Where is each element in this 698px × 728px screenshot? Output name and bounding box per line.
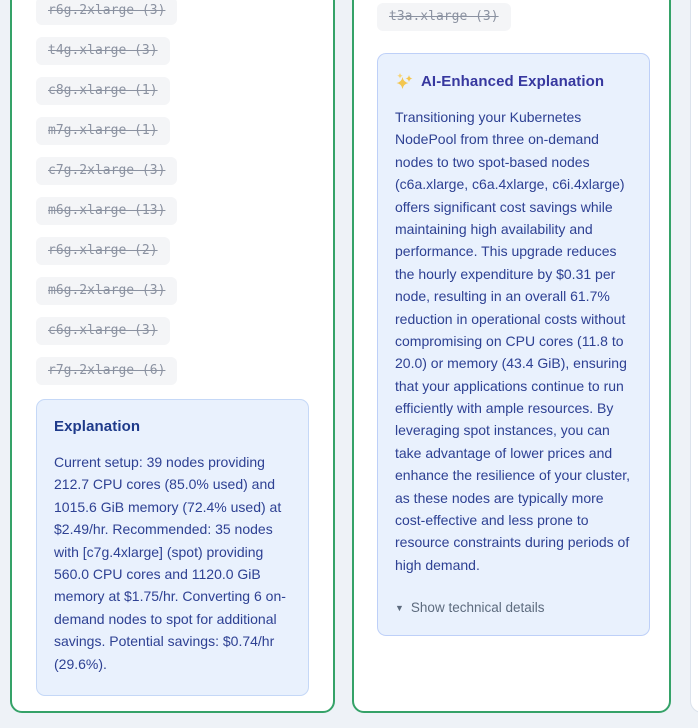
instance-type-tag: c6g.xlarge (3) xyxy=(36,317,170,345)
ai-explanation-body: Transitioning your Kubernetes NodePool from three on-demand nodes to two spot-based nodes (c6a.xlarge, c6a.4xlarge, c6i.4xlarge) offers significant cost savings while maintaining high availability and performance. This upgrade reduces the hourly expenditure by $0.31 per node, resulting in an overall 61.7% reduction in operational costs without compromising on CPU cores (11.8 to 20.0) or memory (43.4 GiB), ensuring that your applications continue to run efficiently with ample resources. By leveraging spot instances, you can take advantage of lower prices and enhance the resilience of your cluster, as these nodes are typically more cost-effective and less prone to resource constraints during periods of high demand. xyxy=(395,109,631,573)
nodepool-card-left xyxy=(10,0,335,713)
show-technical-details-toggle[interactable] xyxy=(395,600,632,615)
instance-type-tag: m6g.xlarge (13) xyxy=(36,197,177,225)
instance-type-tag: m7g.xlarge (1) xyxy=(36,117,170,145)
instance-type-tag: r6g.xlarge (2) xyxy=(36,237,170,265)
chevron-down-icon: ▼ xyxy=(395,602,404,613)
instance-type-tag: t4g.xlarge (3) xyxy=(36,37,170,65)
explanation-body: Current setup: 39 nodes providing 212.7 CPU cores (85.0% used) and 1015.6 GiB memory (72.4% used) at $2.49/hr. Recommended: 35 nodes with [c7g.4xlarge] (spot) providing 560.0 CPU cores and 1120.0 GiB memory at $1.75/hr. Converting 6 on-demand nodes to spot for additional savings. Potential savings: $0.74/hr (29.6%). xyxy=(54,454,286,672)
instance-type-tag: c8g.xlarge (1) xyxy=(36,77,170,105)
explanation-box xyxy=(36,399,309,696)
instance-type-tag: c7g.2xlarge (3) xyxy=(36,157,177,185)
instance-type-tag: r7g.2xlarge (6) xyxy=(36,357,177,385)
sparkles-icon xyxy=(395,72,413,90)
ai-explanation-box xyxy=(377,53,650,636)
explanation-title: Explanation xyxy=(54,418,141,435)
nodepool-card-partial xyxy=(690,0,698,713)
show-technical-details-label: Show technical details xyxy=(410,600,545,616)
instance-type-tag: m6g.2xlarge (3) xyxy=(36,277,177,305)
ai-explanation-title: AI-Enhanced Explanation xyxy=(421,72,605,90)
instance-type-tag: t3a.xlarge (3) xyxy=(377,3,511,31)
instance-type-tag: r6g.2xlarge (3) xyxy=(36,0,177,25)
nodepool-card-right xyxy=(352,0,671,713)
